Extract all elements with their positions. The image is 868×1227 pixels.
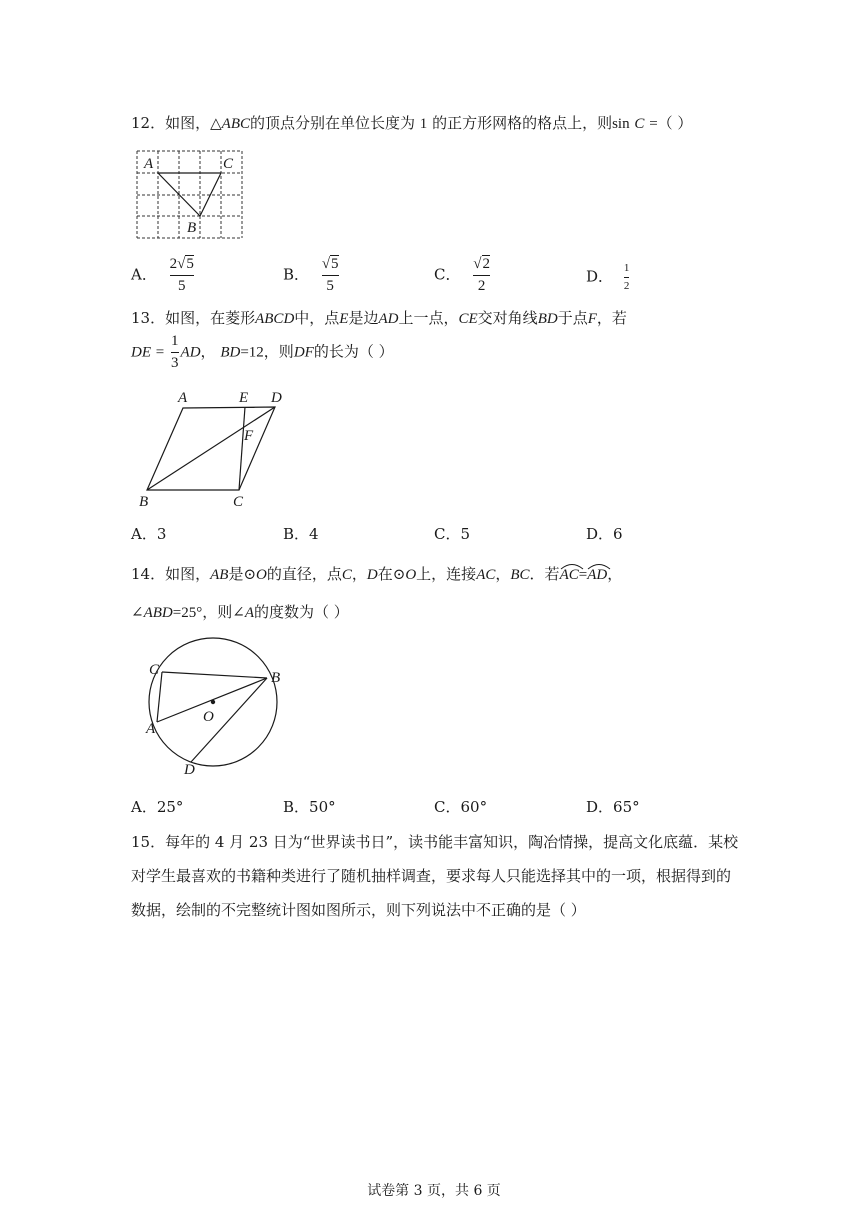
q14-stem-line2: ∠ABD=25°，则∠A的度数为（ ）: [131, 603, 349, 621]
q14-label-c: C: [149, 662, 160, 678]
q14-arc-ac: AC: [559, 567, 579, 583]
q12-stem: 12．如图，△ABC的顶点分别在单位长度为 1 的正方形网格的格点上，则sin C =（ ）: [131, 114, 693, 132]
q14-option-b[interactable]: B．50°: [283, 798, 336, 816]
q13-number: 13．: [131, 309, 166, 327]
q12-grid-figure: [134, 148, 246, 242]
q12-label-b: B: [187, 220, 197, 236]
q13-rhombus-figure: [134, 386, 294, 512]
q14-circle-figure: [140, 632, 290, 778]
q12-option-b[interactable]: B． $\frac{√5}{5}$: [283, 256, 339, 294]
q12-label-c: C: [223, 156, 234, 172]
q14-center-dot: [211, 700, 215, 704]
page-footer: 试卷第 3 页，共 6 页: [367, 1183, 501, 1199]
q13-label-d: D: [271, 390, 282, 406]
q13-label-e: E: [239, 390, 249, 406]
q15-stem-line3: 数据，绘制的不完整统计图如图所示，则下列说法中不正确的是（ ）: [131, 901, 586, 919]
q15-stem-line2: 对学生最喜欢的书籍种类进行了随机抽样调查，要求每人只能选择其中的一项，根据得到的: [131, 867, 732, 885]
q14-arc-ad: AD: [587, 567, 608, 583]
q14-label-a: A: [146, 721, 156, 737]
q13-option-a[interactable]: A．3: [131, 525, 167, 543]
q14-stem-line1: 14．如图，AB是⊙O的直径，点C，D在⊙O上，连接AC，BC．若 AC= AD，: [131, 565, 623, 583]
q13-stem-line2: DE = $\frac{1}{3}$ AD， BD=12，则DF的长为（ ）: [131, 333, 394, 371]
q12-option-a[interactable]: A． $\frac{2√5}{5}$: [131, 256, 194, 294]
q12-option-d[interactable]: D． $\frac{1}{2}$: [586, 262, 630, 292]
q12-label-a: A: [144, 156, 154, 172]
q13-option-b[interactable]: B．4: [283, 525, 319, 543]
q14-number: 14．: [131, 565, 166, 583]
q13-diagonal-bd: [147, 407, 275, 490]
q14-label-d: D: [184, 762, 195, 778]
q14-option-c[interactable]: C．60°: [434, 798, 488, 816]
q14-option-a[interactable]: A．25°: [131, 798, 184, 816]
q14-label-b: B: [271, 670, 281, 686]
q13-label-c: C: [233, 494, 244, 510]
q13-stem-line1: 13．如图，在菱形ABCD中，点E是边AD上一点，CE交对角线BD于点F，若: [131, 309, 627, 327]
q13-option-d[interactable]: D．6: [586, 525, 623, 543]
q13-label-b: B: [139, 494, 149, 510]
q12-option-c[interactable]: C． $\frac{√2}{2}$: [434, 256, 490, 294]
q15-stem-line1: 15．每年的 4 月 23 日为“世界读书日”，读书能丰富知识，陶冶情操，提高文化底蕴．某校: [131, 833, 739, 851]
q14-option-d[interactable]: D．65°: [586, 798, 640, 816]
q13-option-c[interactable]: C．5: [434, 525, 471, 543]
q13-label-f: F: [244, 428, 254, 444]
q12-number: 12．: [131, 114, 166, 132]
q13-label-a: A: [178, 390, 188, 406]
q14-label-o: O: [203, 709, 214, 725]
